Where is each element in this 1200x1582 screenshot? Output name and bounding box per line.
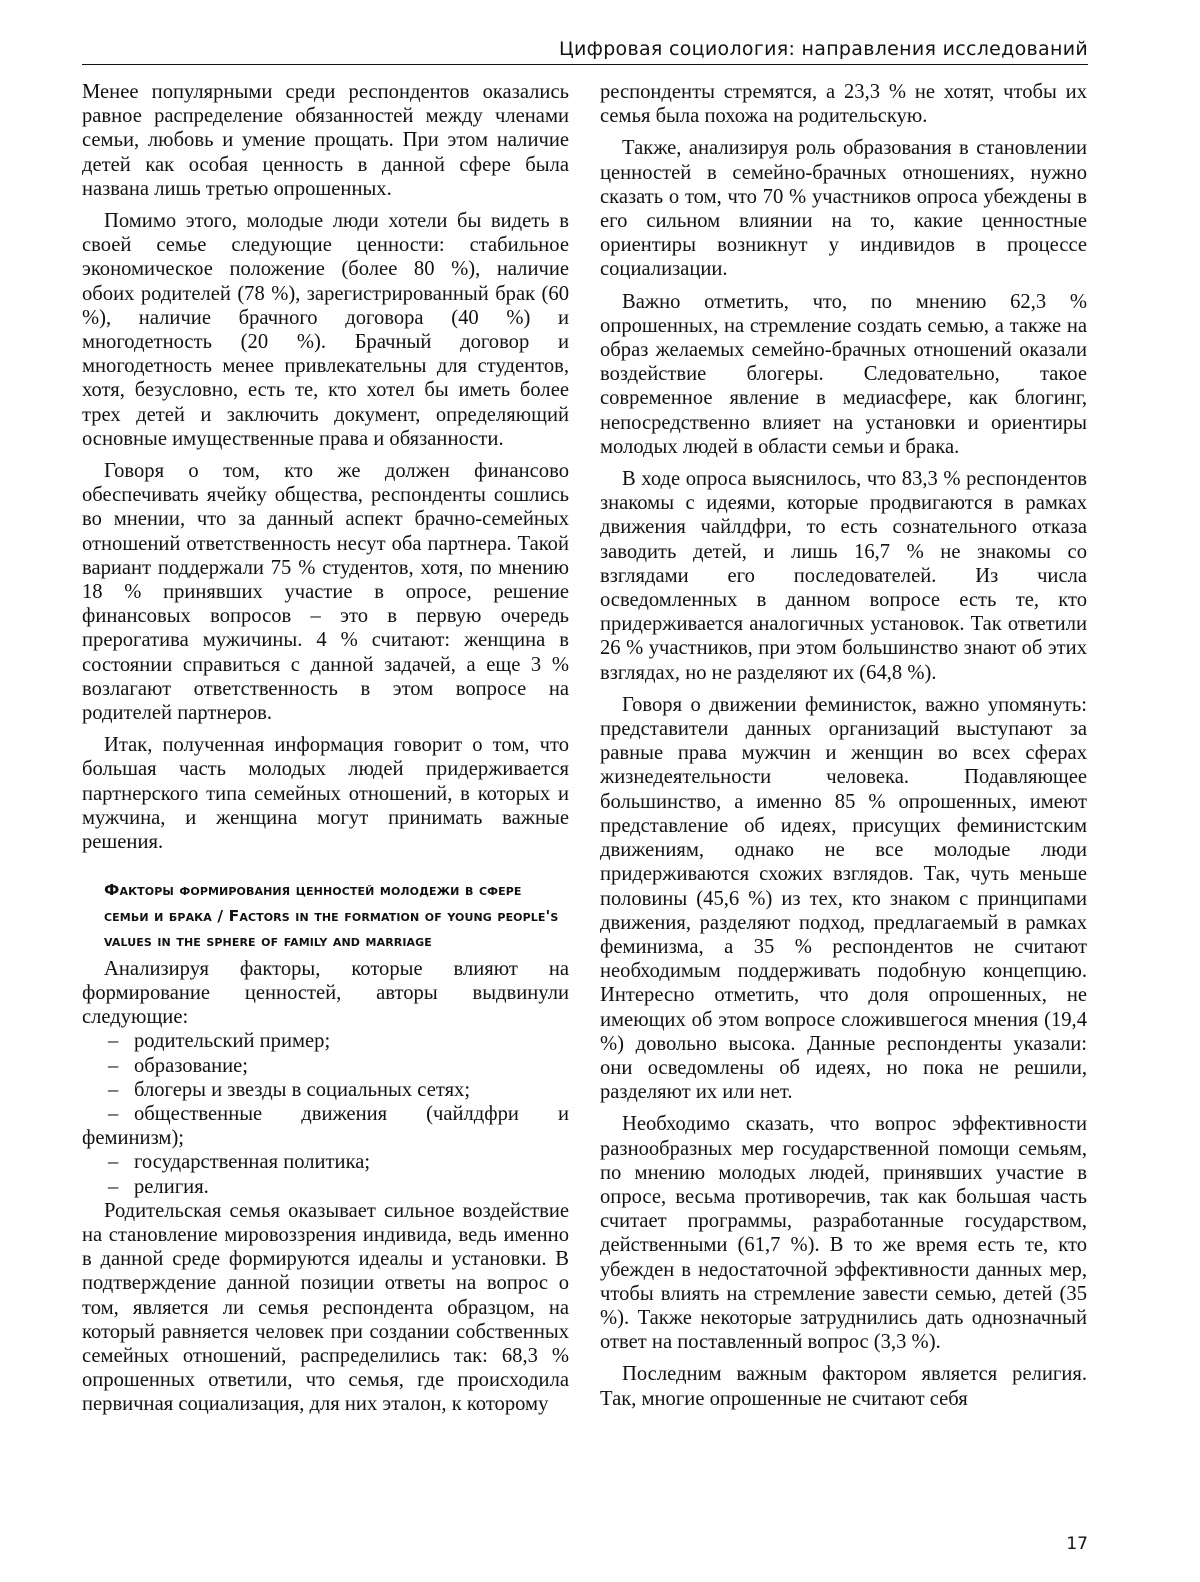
- list-item-text: религия.: [134, 1175, 209, 1198]
- list-item-text: родительский пример;: [134, 1030, 331, 1053]
- paragraph: Итак, полученная информация говорит о том, что большая часть молодых людей придерживается партнерского типа семейных отношений, в которых и мужчина, и женщина могут принимать важные решения.: [82, 734, 569, 854]
- page-number: 17: [1066, 1534, 1088, 1554]
- list-dash: –: [108, 1151, 119, 1174]
- paragraph: Родительская семья оказывает сильное воздействие на становление мировоззрения индивида, ведь именно в данной среде формируются идеалы и установки. В подтверждение данной позиции ответы на вопрос о том, является ли семья респондента образцом, на который равняется человек при создании собственных семейных отношений, распределились так: 68,3 % опрошенных ответили, что семья, где происходила первичная социализация, для них эталон, к которому: [82, 1199, 569, 1416]
- list-dash: –: [108, 1175, 119, 1198]
- list-item: [82, 1150, 569, 1174]
- paragraph: Говоря о том, кто же должен финансово обеспечивать ячейку общества, респонденты сошлись во мнении, что за данный аспект брачно-семейных отношений ответственность несут оба партнера. Такой вариант поддержали 75 % студентов, хотя, по мнению 18 % принявших участие в опросе, решение финансовых вопросов – это в первую очередь прерогатива мужичины. 4 % считают: женщина в состоянии справиться с данной задачей, а еще 3 % возлагают ответственность в этом вопросе на родителей партнеров.: [82, 460, 569, 725]
- list-dash: –: [108, 1054, 119, 1077]
- list-item: [82, 1078, 569, 1102]
- paragraph: Менее популярными среди респондентов оказались равное распределение обязанностей между членами семьи, любовь и умение прощать. При этом наличие детей как особая ценность в данной сфере была названа лишь третью опрошенных.: [82, 81, 569, 200]
- left-column: [82, 80, 569, 1425]
- list-item-text: государственная политика;: [134, 1151, 371, 1174]
- section-heading: Факторы формирования ценностей молодежи в сфере семьи и брака / Factors in the formation of young people's values in the sphere of family and marriage: [104, 881, 559, 951]
- list-item-text: блогеры и звезды в социальных сетях;: [134, 1078, 471, 1101]
- paragraph: Необходимо сказать, что вопрос эффективности разнообразных мер государственной помощи семьям, по мнению молодых людей, принявших участие в опросе, весьма противоречив, так как большая часть считает программы, разработанные государством, действенными (61,7 %). В то же время есть те, кто убежден в недостаточной эффективности данных мер, чтобы влиять на стремление завести семью, детей (35 %). Также некоторые затруднились дать однозначный ответ на поставленный вопрос (3,3 %).: [600, 1113, 1087, 1354]
- header-rule: [82, 64, 1088, 65]
- paragraph: В ходе опроса выяснилось, что 83,3 % респондентов знакомы с идеями, которые продвигаются в рамках движения чайлдфри, то есть сознательного отказа заводить детей, и лишь 16,7 % не знакомы со взглядами его последователей. Из числа осведомленных в данном вопросе есть те, кто придерживается аналогичных установок. Так ответили 26 % участников, при этом большинство знают об этих взглядах, но не разделяют их (64,8 %).: [600, 468, 1087, 684]
- list-dash: –: [108, 1103, 119, 1126]
- paragraph: Последним важным фактором является религия. Так, многие опрошенные не считают себя: [600, 1363, 1087, 1410]
- right-column: [600, 80, 1087, 1419]
- list-item: [82, 1102, 569, 1150]
- running-header: Цифровая социология: направления исследований: [558, 38, 1088, 60]
- paragraph: Анализируя факторы, которые влияют на формирование ценностей, авторы выдвинули следующие:: [82, 957, 569, 1029]
- list-item: [82, 1175, 569, 1199]
- paragraph: респонденты стремятся, а 23,3 % не хотят, чтобы их семья была похожа на родительскую.: [600, 81, 1087, 128]
- paragraph: Помимо этого, молодые люди хотели бы видеть в своей семье следующие ценности: стабильное экономическое положение (более 80 %), наличие обоих родителей (78 %), зарегистрированный брак (60 %), наличие брачного договора (40 %) и многодетность (20 %). Брачный договор и многодетность менее привлекательны для студентов, хотя, безусловно, есть те, кто хотел бы иметь более трех детей и заключить документ, определяющий основные имущественные права и обязанности.: [82, 210, 569, 450]
- list-dash: –: [108, 1030, 119, 1053]
- list-item-text: образование;: [134, 1054, 249, 1077]
- list-item: [82, 1054, 569, 1078]
- list-dash: –: [108, 1078, 119, 1101]
- paragraph: Говоря о движении феминисток, важно упомянуть: представители данных организаций выступают за равные права мужчин и женщин во всех сферах жизнедеятельности человека. Подавляющее большинство, а именно 85 % опрошенных, имеют представление об идеях, присущих феминистским движениям, однако не все молодые люди придерживаются схожих взглядов. Так, чуть меньше половины (45,6 %) из тех, кто знаком с принципами движения, разделяют подход, предлагаемый в рамках феминизма, а 35 % респондентов не считают необходимым поддерживать подобную концепцию. Интересно отметить, что доля опрошенных, не имеющих об этом вопросе сложившегося мнения (19,4 %) довольно высока. Данные респонденты указали: они осведомлены об идеях, но пока не решили, разделяют их или нет.: [600, 693, 1087, 1104]
- paragraph: Важно отметить, что, по мнению 62,3 % опрошенных, на стремление создать семью, а также на образ желаемых семейно-брачных отношений оказали воздействие блогеры. Следовательно, такое современное явление в медиасфере, как блогинг, непосредственно влияет на установки и ориентиры молодых людей в области семьи и брака.: [600, 290, 1087, 458]
- list-item: [82, 1029, 569, 1053]
- factors-list: [82, 1029, 569, 1198]
- list-item-text: общественные движения (чайлдфри и феминизм);: [82, 1103, 569, 1150]
- paragraph: Также, анализируя роль образования в становлении ценностей в семейно-брачных отношениях, нужно сказать о том, что 70 % участников опроса убеждены в его сильном влиянии на то, какие ценностные ориентиры возникнут у индивидов в процессе социализации.: [600, 137, 1087, 281]
